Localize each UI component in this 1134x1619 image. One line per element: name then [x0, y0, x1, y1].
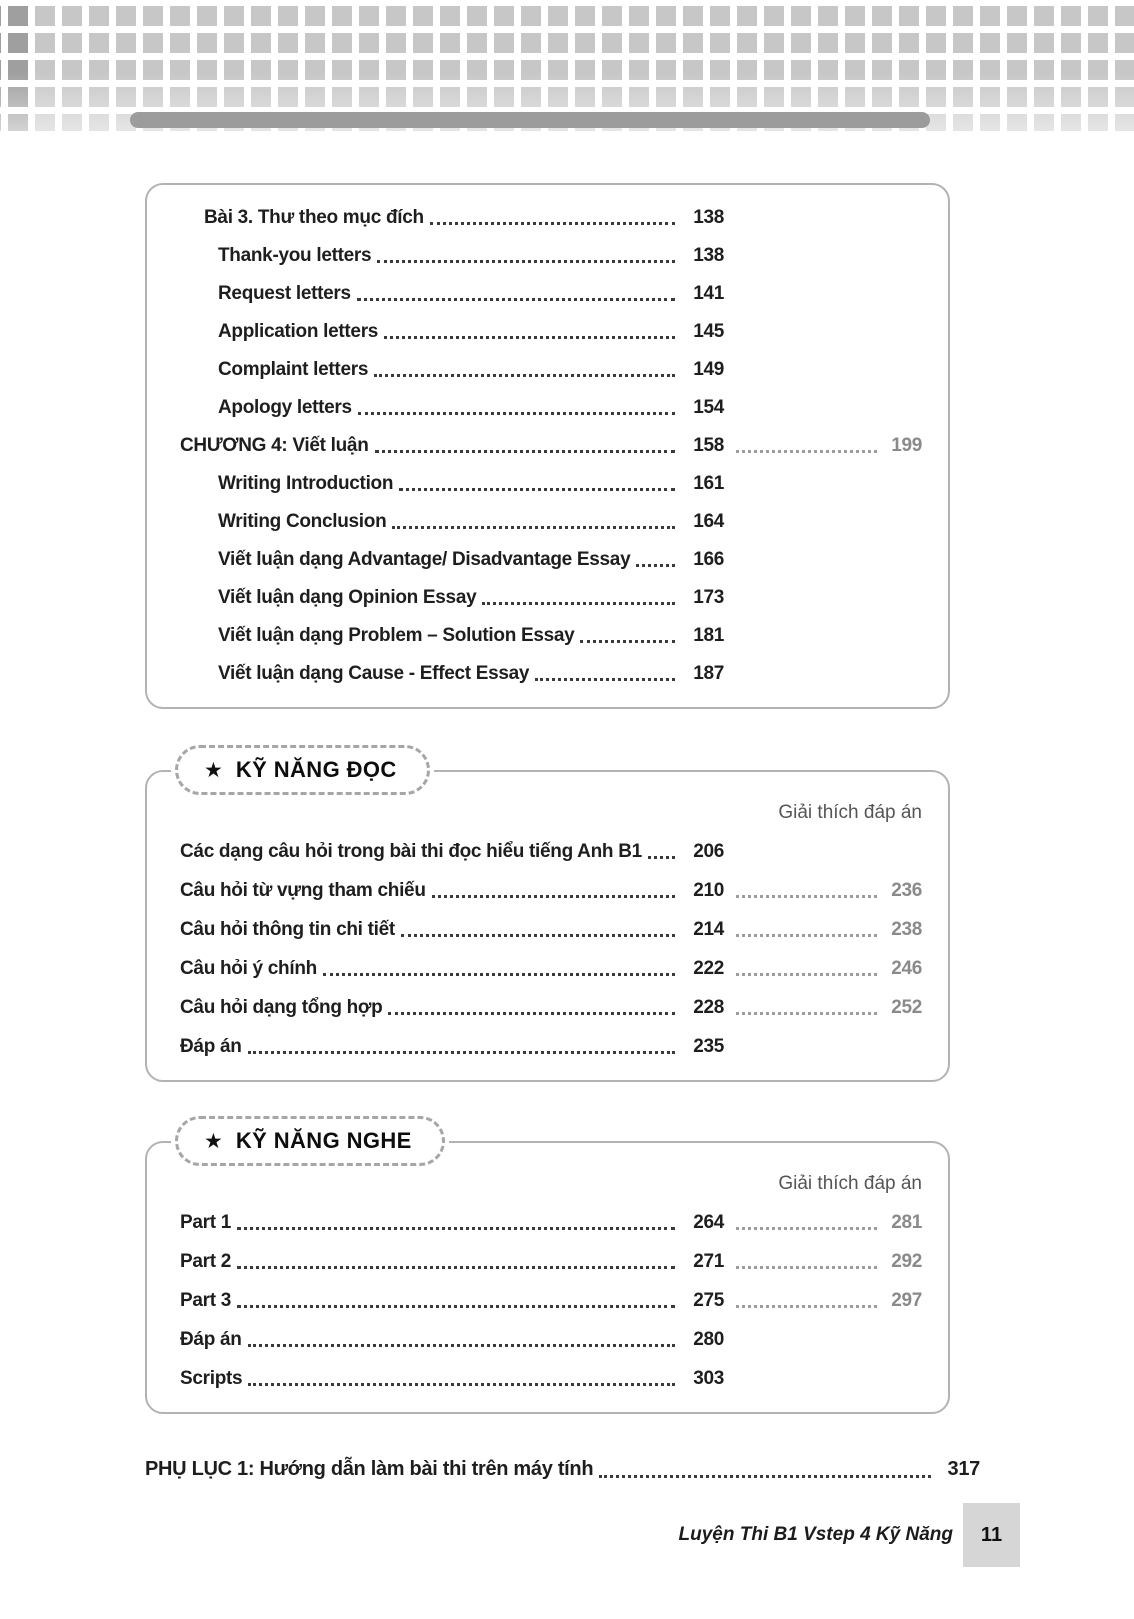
toc-entry-label: Các dạng câu hỏi trong bài thi đọc hiểu tiếng Anh B1	[180, 840, 642, 862]
toc-entry-explanation-column	[724, 655, 922, 693]
toc-row	[180, 351, 922, 389]
toc-row	[180, 1359, 922, 1398]
toc-row	[180, 275, 922, 313]
toc-entry-label: Câu hỏi dạng tổng hợp	[180, 996, 383, 1018]
top-gray-bar	[130, 112, 930, 128]
top-squares-pattern	[0, 0, 1134, 131]
toc-row	[180, 1320, 922, 1359]
toc-row	[180, 1242, 922, 1281]
toc-entry-label: Viết luận dạng Cause - Effect Essay	[218, 663, 530, 684]
toc-entry-label: Thank-you letters	[218, 245, 372, 266]
dot-leader	[237, 1266, 675, 1269]
toc-rows	[180, 199, 922, 693]
toc-row	[180, 579, 922, 617]
toc-entry-page: 138	[693, 245, 724, 266]
toc-entry-explanation-column	[724, 871, 922, 910]
toc-entry-page: 158	[693, 435, 724, 456]
dot-leader	[636, 564, 675, 567]
toc-entry-page: 264	[693, 1211, 724, 1233]
toc-row	[180, 1203, 922, 1242]
toc-row	[180, 988, 922, 1027]
toc-row	[180, 832, 922, 871]
toc-entry-page: 164	[693, 511, 724, 532]
toc-row	[180, 503, 922, 541]
toc-entry-label: Viết luận dạng Problem – Solution Essay	[218, 625, 575, 646]
explanation-page-number: 236	[891, 879, 922, 901]
toc-entry-explanation-column	[724, 351, 922, 389]
toc-entry-explanation-column	[724, 1320, 922, 1359]
dot-leader	[432, 895, 675, 898]
appendix-label: PHỤ LỤC 1: Hướng dẫn làm bài thi trên máy tính	[145, 1457, 594, 1480]
toc-entry-explanation-column	[724, 427, 922, 465]
toc-entry-explanation-column	[724, 237, 922, 275]
toc-entry-page: 303	[693, 1367, 724, 1389]
page-number: 11	[980, 1523, 1003, 1546]
toc-entry-label: Viết luận dạng Opinion Essay	[218, 587, 477, 608]
toc-entry-label: Apology letters	[218, 397, 352, 418]
dot-leader	[388, 1012, 675, 1015]
toc-row	[180, 1027, 922, 1066]
dot-leader-gray	[736, 450, 877, 453]
toc-entry-page: 173	[693, 587, 724, 608]
toc-entry-page: 228	[693, 996, 724, 1018]
dot-leader	[399, 488, 675, 491]
listening-toc-box	[145, 1141, 950, 1414]
toc-entry-explanation-column	[724, 949, 922, 988]
toc-row	[180, 541, 922, 579]
toc-entry-page: 141	[693, 283, 724, 304]
dot-leader	[599, 1475, 931, 1478]
toc-entry-page: 145	[693, 321, 724, 342]
toc-entry-explanation-column	[724, 199, 922, 237]
toc-entry-page: 275	[693, 1289, 724, 1311]
toc-entry-explanation-column	[724, 541, 922, 579]
star-icon: ★	[204, 758, 223, 782]
toc-entry-page: 138	[693, 207, 724, 228]
toc-entry-label: Application letters	[218, 321, 379, 342]
page-number-tab	[963, 1503, 1020, 1567]
dot-leader-gray	[736, 895, 877, 898]
dot-leader-gray	[736, 973, 877, 976]
explanation-page-number: 238	[891, 918, 922, 940]
explanation-page-number: 297	[891, 1289, 922, 1311]
toc-entry-explanation-column	[724, 313, 922, 351]
toc-entry-explanation-column	[724, 832, 922, 871]
toc-row	[180, 237, 922, 275]
toc-entry-page: 154	[693, 397, 724, 418]
toc-row	[180, 910, 922, 949]
dot-leader	[357, 298, 675, 301]
dot-leader	[375, 450, 675, 453]
explanation-column-header: Giải thích đáp án	[778, 1173, 922, 1194]
toc-entry-page: 206	[693, 840, 724, 862]
toc-entry-explanation-column	[724, 1242, 922, 1281]
dot-leader-gray	[736, 1305, 877, 1308]
toc-entry-page: 271	[693, 1250, 724, 1272]
toc-entry-explanation-column	[724, 1027, 922, 1066]
dot-leader	[377, 260, 675, 263]
reading-skill-badge	[175, 745, 430, 795]
toc-entry-page: 149	[693, 359, 724, 380]
toc-entry-explanation-column	[724, 1359, 922, 1398]
toc-entry-page: 280	[693, 1328, 724, 1350]
dot-leader	[358, 412, 675, 415]
dot-leader	[248, 1051, 675, 1054]
toc-entry-explanation-column	[724, 1281, 922, 1320]
toc-entry-page: 214	[693, 918, 724, 940]
toc-entry-label: Viết luận dạng Advantage/ Disadvantage Essay	[218, 549, 631, 570]
reading-badge-label: KỸ NĂNG ĐỌC	[235, 757, 397, 782]
toc-entry-explanation-column	[724, 503, 922, 541]
listening-section	[145, 1128, 1134, 1414]
explanation-page-number: 292	[891, 1250, 922, 1272]
dot-leader-gray	[736, 1012, 877, 1015]
toc-entry-label: Writing Introduction	[218, 473, 394, 494]
appendix-entry	[145, 1448, 980, 1490]
dot-leader	[248, 1344, 675, 1347]
reading-rows	[180, 832, 922, 1066]
toc-entry-label: Scripts	[180, 1367, 243, 1389]
explanation-page-number: 246	[891, 957, 922, 979]
toc-entry-label: Request letters	[218, 283, 351, 304]
toc-entry-label: Part 1	[180, 1211, 232, 1233]
listening-rows	[180, 1203, 922, 1398]
reading-section	[145, 757, 1134, 1082]
toc-entry-label: Câu hỏi ý chính	[180, 957, 317, 979]
dot-leader	[648, 856, 675, 859]
toc-entry-explanation-column	[724, 988, 922, 1027]
dot-leader-gray	[736, 934, 877, 937]
toc-entry-page: 187	[693, 663, 724, 684]
toc-entry-explanation-column	[724, 389, 922, 427]
toc-entry-label: Câu hỏi từ vựng tham chiếu	[180, 879, 426, 901]
toc-entry-label: Part 3	[180, 1289, 232, 1311]
appendix-page: 317	[947, 1457, 980, 1480]
toc-entry-page: 161	[693, 473, 724, 494]
toc-entry-label: Writing Conclusion	[218, 511, 387, 532]
toc-entry-explanation-column	[724, 579, 922, 617]
toc-entry-explanation-column	[724, 275, 922, 313]
toc-entry-label: Complaint letters	[218, 359, 369, 380]
toc-row	[180, 465, 922, 503]
toc-entry-label: CHƯƠNG 4: Viết luận	[180, 435, 369, 456]
toc-row	[180, 313, 922, 351]
dot-leader	[401, 934, 675, 937]
toc-entry-explanation-column	[724, 1203, 922, 1242]
toc-entry-label: Đáp án	[180, 1035, 242, 1057]
dot-leader	[374, 374, 675, 377]
dot-leader	[392, 526, 675, 529]
toc-entry-explanation-column	[724, 617, 922, 655]
toc-continuation-box	[145, 183, 950, 709]
toc-row	[180, 949, 922, 988]
toc-entry-explanation-column	[724, 465, 922, 503]
footer-book-title: Luyện Thi B1 Vstep 4 Kỹ Năng	[678, 1524, 953, 1545]
toc-row	[180, 1281, 922, 1320]
reading-toc-box	[145, 770, 950, 1082]
explanation-page-number: 199	[891, 435, 922, 456]
dot-leader-gray	[736, 1266, 877, 1269]
toc-entry-page: 181	[693, 625, 724, 646]
toc-entry-page: 166	[693, 549, 724, 570]
explanation-column-header: Giải thích đáp án	[778, 802, 922, 823]
toc-row	[180, 389, 922, 427]
toc-entry-explanation-column	[724, 910, 922, 949]
dot-leader	[482, 602, 675, 605]
toc-row	[180, 427, 922, 465]
toc-row	[180, 871, 922, 910]
listening-skill-badge	[175, 1116, 445, 1166]
toc-entry-label: Bài 3. Thư theo mục đích	[204, 207, 424, 228]
page-footer	[0, 1503, 1134, 1567]
star-icon: ★	[204, 1129, 223, 1153]
toc-row	[180, 199, 922, 237]
dot-leader	[535, 678, 675, 681]
toc-entry-label: Câu hỏi thông tin chi tiết	[180, 918, 395, 940]
dot-leader	[580, 640, 675, 643]
dot-leader	[323, 973, 675, 976]
dot-leader	[384, 336, 675, 339]
explanation-page-number: 252	[891, 996, 922, 1018]
toc-row	[180, 617, 922, 655]
dot-leader	[248, 1383, 675, 1386]
dot-leader	[430, 222, 675, 225]
dot-leader	[237, 1305, 675, 1308]
explanation-page-number: 281	[891, 1211, 922, 1233]
listening-badge-label: KỸ NĂNG NGHE	[235, 1128, 412, 1153]
toc-entry-page: 222	[693, 957, 724, 979]
toc-entry-page: 210	[693, 879, 724, 901]
toc-entry-page: 235	[693, 1035, 724, 1057]
toc-row	[180, 655, 922, 693]
toc-entry-label: Đáp án	[180, 1328, 242, 1350]
dot-leader-gray	[736, 1227, 877, 1230]
dot-leader	[237, 1227, 675, 1230]
toc-entry-label: Part 2	[180, 1250, 232, 1272]
